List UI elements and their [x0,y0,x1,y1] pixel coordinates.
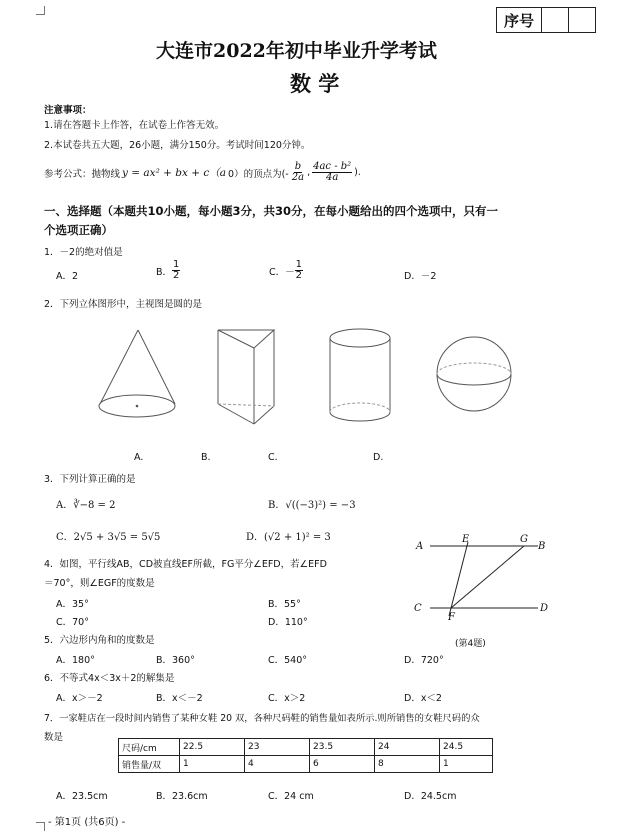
point-label-e: E [462,534,470,545]
q5-option-d[interactable]: D．720° [404,655,444,666]
q2-option-c[interactable]: C. [268,452,278,463]
notice-item-2: 2.本试卷共五大题，26小题，满分150分。考试时间120分钟。 [44,140,311,151]
q4-diagram [410,530,560,630]
cone-figure[interactable] [99,330,175,417]
prism-figure[interactable] [218,330,274,424]
table-cell: 4 [245,756,310,773]
point-label-c: C [414,603,422,614]
formula-prefix: 参考公式：抛物线 [44,168,121,180]
serial-cell-2[interactable] [569,8,595,32]
table-header-size: 尺码/cm [119,739,180,756]
q6-option-c[interactable]: C．x＞2 [268,693,306,704]
q1-option-c[interactable]: C．－ $\frac{1}{2}$ [269,259,303,281]
q1-c-fraction: $\frac{1}{2}$ [295,259,303,281]
q7-option-d[interactable]: D．24.5cm [404,791,457,802]
q4-stem-line2: ＝70°，则∠EGF的度数是 [44,578,155,589]
q4-option-d[interactable]: D．110° [268,617,308,628]
q2-stem: 2．下列立体图形中，主视图是圆的是 [44,299,203,310]
table-cell: 24.5 [440,739,493,756]
table-cell: 1 [180,756,245,773]
formula-end: ). [354,167,361,178]
q4-option-c[interactable]: C．70° [56,617,89,628]
q2-option-a[interactable]: A. [134,452,144,463]
serial-number-box [496,7,596,33]
table-cell: 6 [310,756,375,773]
q1-option-a[interactable]: A．2 [56,271,79,282]
subject-title: 数 学 [290,71,340,96]
table-cell: 1 [440,756,493,773]
q3-stem: 3．下列计算正确的是 [44,474,136,485]
vertex-fraction-2: $\frac{\text{4ac - b²}}{4a}$ [313,161,352,183]
q1-option-d[interactable]: D．－2 [404,271,437,282]
section1-heading-line1: 一、选择题（本题共10小题，每小题3分，共30分，在每小题给出的四个选项中，只有一 [44,204,499,218]
table-cell: 22.5 [180,739,245,756]
table-cell: 23 [245,739,310,756]
q1-b-fraction: $\frac{1}{2}$ [173,259,180,281]
formula-cond: 0）的顶点为(- [228,168,289,180]
table-cell: 24 [375,739,440,756]
point-label-d: D [540,603,549,614]
point-label-f: F [448,612,455,623]
point-label-b: B [538,541,546,552]
q5-stem: 5．六边形内角和的度数是 [44,635,155,646]
table-row [119,739,493,756]
q5-option-a[interactable]: A．180° [56,655,95,666]
q4-option-b[interactable]: B．55° [268,599,301,610]
serial-label: 序号 [497,8,542,32]
q5-option-c[interactable]: C．540° [268,655,308,666]
q4-option-a[interactable]: A．35° [56,599,89,610]
q5-option-b[interactable]: B．360° [156,655,195,666]
table-header-count: 销售量/双 [119,756,180,773]
section1-heading-line2: 个选项正确） [44,223,113,237]
table-row [119,756,493,773]
corner-mark-top-left [36,6,45,15]
q7-option-a[interactable]: A．23.5cm [56,791,108,802]
page-footer: - 第1页 (共6页) - [48,817,126,828]
q2-figures [0,320,630,430]
table-cell: 8 [375,756,440,773]
q4-figure-caption: (第4题) [455,639,486,649]
notice-heading: 注意事项： [44,105,92,116]
corner-mark-bottom-left [36,822,45,831]
q2-option-b[interactable]: B. [201,452,211,463]
notice-item-1: 1.请在答题卡上作答，在试卷上作答无效。 [44,120,225,131]
serial-cell-1[interactable] [542,8,569,32]
q6-stem: 6．不等式4x＜3x＋2的解集是 [44,673,175,684]
q3-option-a[interactable]: A．∛−8 = 2 [56,500,116,511]
q4-stem-line1: 4．如图，平行线AB，CD被直线EF所截，FG平分∠EFD，若∠EFD [44,559,327,570]
q7-stem-line2: 数是 [44,732,64,743]
cylinder-figure[interactable] [330,329,390,421]
exam-title: 大连市2022年初中毕业升学考试 [156,40,437,62]
q6-option-b[interactable]: B．x＜－2 [156,693,203,704]
q7-option-c[interactable]: C．24 cm [268,791,314,802]
q7-option-b[interactable]: B．23.6cm [156,791,208,802]
point-label-a: A [416,541,424,552]
q3-option-b[interactable]: B．√((−3)²) = −3 [268,500,356,511]
q6-option-a[interactable]: A．x＞－2 [56,693,103,704]
q1-option-b[interactable]: B． $\frac{1}{2}$ [156,259,180,281]
vertex-fraction-1: $\frac{b}{2a}$ [291,161,305,183]
table-cell: 23.5 [310,739,375,756]
shoe-size-table [118,738,493,773]
q7-stem-line1: 7．一家鞋店在一段时间内销售了某种女鞋 20 双，各种尺码鞋的销售量如表所示.则所销售的女鞋尺码的众 [44,713,480,724]
q6-option-d[interactable]: D．x＜2 [404,693,442,704]
q3-option-d[interactable]: D．(√2 + 1)² = 3 [246,532,331,543]
q3-option-c[interactable]: C．2√5 + 3√5 = 5√5 [56,532,161,543]
sphere-figure[interactable] [437,337,511,411]
point-label-g: G [520,534,528,545]
q2-option-d[interactable]: D. [373,452,384,463]
q1-stem: 1．－2的绝对值是 [44,247,123,258]
formula-curve: y = ax² + bx + c（a [122,167,227,179]
reference-formula: 参考公式：抛物线 y = ax² + bx + c（a 0）的顶点为(- $\frac{b}{2a}$ , $\frac{\text{4ac - b²}}{4a}$ ). [44,161,361,183]
